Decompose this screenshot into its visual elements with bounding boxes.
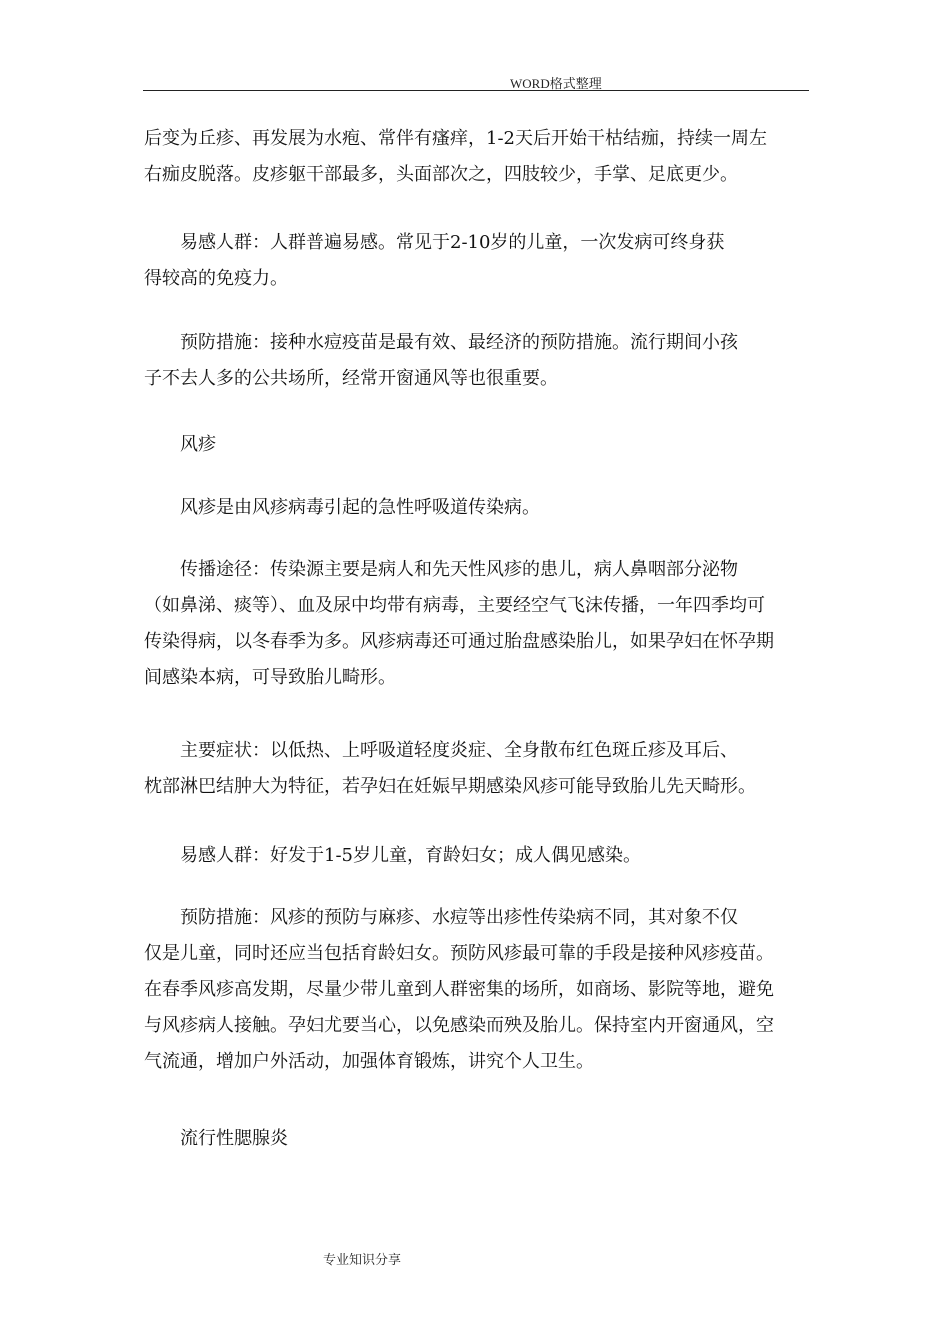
section-heading-rubella	[144, 427, 814, 463]
text-line: 气流通，增加户外活动，加强体育锻炼，讲究个人卫生。	[144, 1051, 594, 1072]
paragraph-varicella-prevention	[144, 325, 814, 397]
text-line: 主要症状：以低热、上呼吸道轻度炎症、全身散布红色斑丘疹及耳后、	[144, 740, 738, 761]
text-line: 易感人群：好发于1-5岁儿童，育龄妇女；成人偶见感染。	[144, 845, 641, 866]
text-line: 右痂皮脱落。皮疹躯干部最多，头面部次之，四肢较少，手掌、足底更少。	[144, 164, 738, 185]
text-line: 易感人群：人群普遍易感。常见于2-10岁的儿童，一次发病可终身获	[144, 232, 725, 253]
paragraph-varicella-susceptible	[144, 225, 814, 297]
text-line: 流行性腮腺炎	[144, 1128, 288, 1149]
text-line: 传染得病，以冬春季为多。风疹病毒还可通过胎盘感染胎儿，如果孕妇在怀孕期	[144, 631, 774, 652]
paragraph-rubella-transmission	[144, 552, 814, 696]
text-line: 与风疹病人接触。孕妇尤要当心，以免感染而殃及胎儿。保持室内开窗通风，空	[144, 1015, 774, 1036]
text-line: 后变为丘疹、再发展为水疱、常伴有瘙痒，1-2天后开始干枯结痂，持续一周左	[144, 128, 767, 149]
text-line: 仅是儿童，同时还应当包括育龄妇女。预防风疹最可靠的手段是接种风疹疫苗。	[144, 943, 774, 964]
page-header: WORD格式整理	[510, 76, 602, 91]
paragraph-rubella-prevention	[144, 900, 814, 1080]
paragraph-rubella-susceptible	[144, 838, 814, 874]
text-line: 预防措施：接种水痘疫苗是最有效、最经济的预防措施。流行期间小孩	[144, 332, 738, 353]
text-line: 子不去人多的公共场所，经常开窗通风等也很重要。	[144, 368, 558, 389]
text-line: 预防措施：风疹的预防与麻疹、水痘等出疹性传染病不同，其对象不仅	[144, 907, 738, 928]
text-line: 风疹是由风疹病毒引起的急性呼吸道传染病。	[144, 497, 540, 518]
text-line: 传播途径：传染源主要是病人和先天性风疹的患儿，病人鼻咽部分泌物	[144, 559, 738, 580]
text-line: 风疹	[144, 434, 216, 455]
paragraph-varicella-symptoms-cont	[144, 121, 814, 193]
text-line: 枕部淋巴结肿大为特征，若孕妇在妊娠早期感染风疹可能导致胎儿先天畸形。	[144, 776, 756, 797]
text-line: （如鼻涕、痰等）、血及尿中均带有病毒，主要经空气飞沫传播，一年四季均可	[144, 595, 765, 616]
text-line: 得较高的免疫力。	[144, 268, 288, 289]
text-line: 在春季风疹高发期，尽量少带儿童到人群密集的场所，如商场、影院等地，避免	[144, 979, 774, 1000]
section-heading-mumps	[144, 1121, 814, 1157]
paragraph-rubella-symptoms	[144, 733, 814, 805]
paragraph-rubella-intro	[144, 490, 814, 526]
header-divider	[143, 90, 809, 91]
page-footer: 专业知识分享	[323, 1253, 402, 1268]
text-line: 间感染本病，可导致胎儿畸形。	[144, 667, 396, 688]
